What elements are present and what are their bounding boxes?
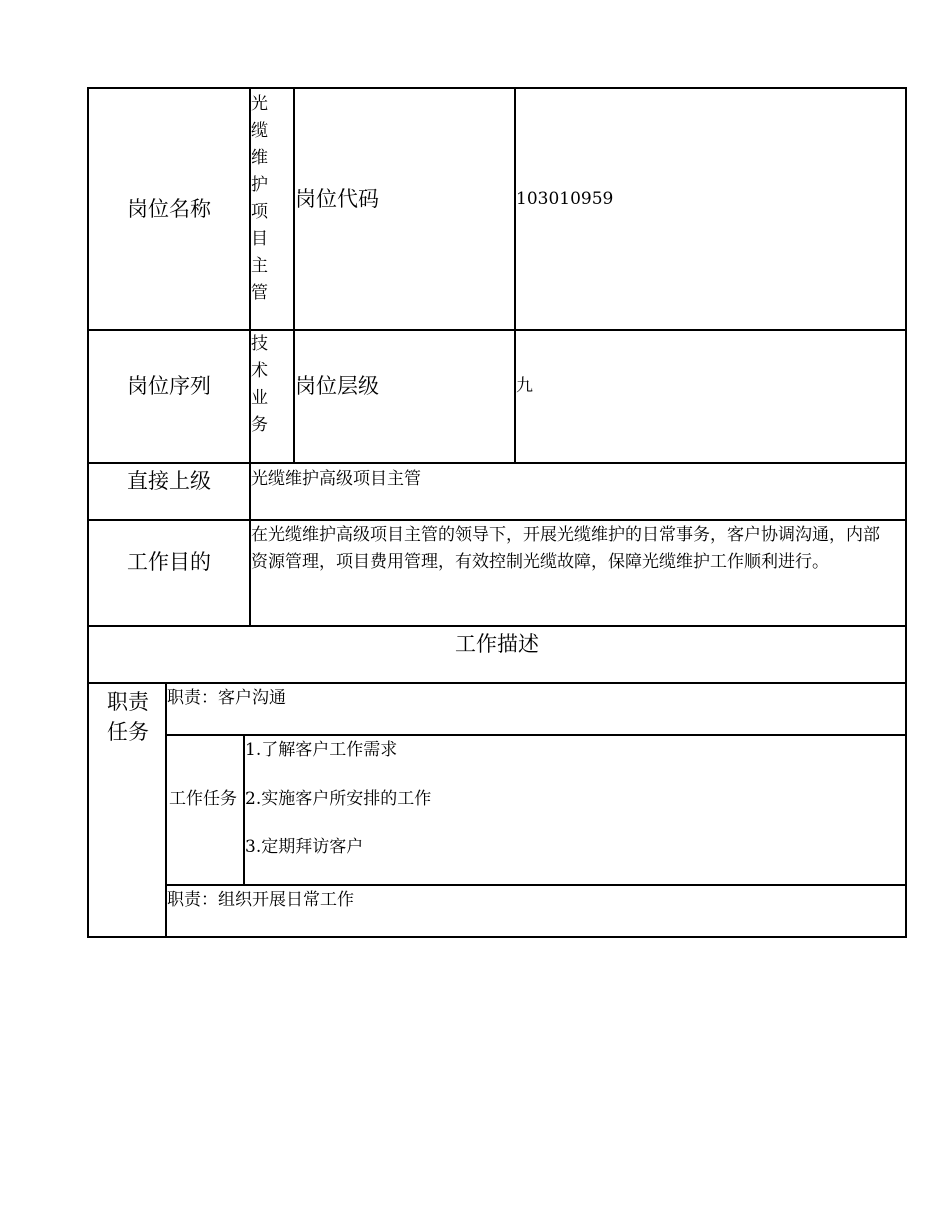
task-label: 工作任务 — [169, 788, 237, 809]
table-divider — [165, 734, 907, 736]
superior-label: 直接上级 — [127, 469, 211, 493]
post-name-label: 岗位名称 — [127, 197, 211, 221]
post-series-value: 技术业务 — [251, 334, 268, 435]
post-name-value: 光缆维护项目主管 — [251, 94, 268, 303]
post-code-value: 103010959 — [516, 188, 614, 209]
duty1-title: 职责：客户沟通 — [167, 688, 286, 708]
table-divider — [165, 884, 907, 886]
table-divider — [87, 682, 907, 684]
task-item: 2.实施客户所安排的工作 — [245, 789, 432, 809]
post-level-label: 岗位层级 — [295, 374, 379, 398]
superior-value: 光缆维护高级项目主管 — [251, 469, 421, 489]
post-series-label: 岗位序列 — [127, 374, 211, 398]
task-item: 1.了解客户工作需求 — [245, 740, 398, 760]
duties-label: 职责任务 — [107, 690, 149, 744]
duty2-title: 职责：组织开展日常工作 — [167, 890, 354, 910]
purpose-label: 工作目的 — [127, 550, 211, 574]
table-border-bottom — [87, 936, 907, 938]
task-item: 3.定期拜访客户 — [245, 837, 364, 857]
description-header: 工作描述 — [455, 632, 539, 656]
post-code-label: 岗位代码 — [295, 187, 379, 211]
purpose-value: 在光缆维护高级项目主管的领导下，开展光缆维护的日常事务，客户协调沟通，内部资源管理，项目费用管理，有效控制光缆故障，保障光缆维护工作顺利进行。 — [251, 525, 880, 572]
table-border-right — [905, 87, 907, 938]
post-level-value: 九 — [516, 375, 533, 396]
